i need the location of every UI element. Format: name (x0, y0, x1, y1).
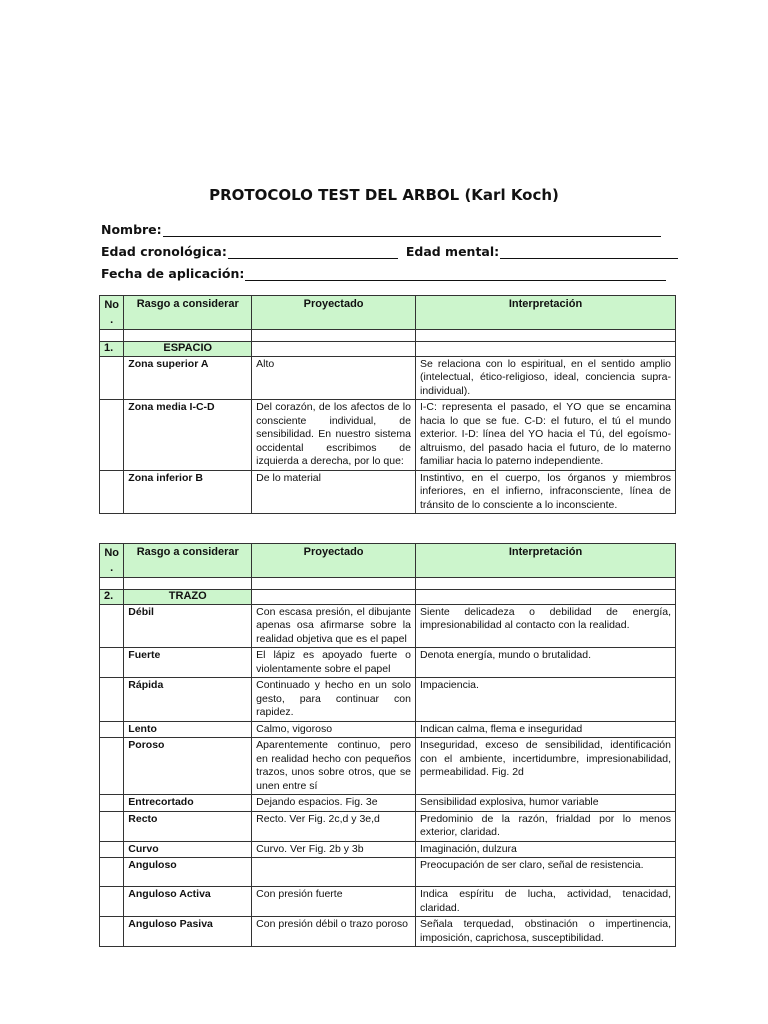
section-number: 1. (100, 342, 124, 357)
interpretacion-cell: Indica espíritu de lucha, actividad, tenacidad, claridad. (415, 887, 675, 917)
rasgo-cell: Débil (124, 604, 252, 648)
interpretacion-cell: Impaciencia. (415, 678, 675, 722)
proyectado-cell: Del corazón, de los afectos de lo consciente individual, de sensibilidad. En nuestro sistema occidental escribimos de izquierda a derecha, por lo que: (252, 400, 416, 471)
header-proyectado: Proyectado (252, 296, 416, 330)
rasgo-cell: Curvo (124, 841, 252, 858)
proyectado-cell: Con escasa presión, el dibujante apenas osa afirmarse sobre la realidad objetiva que es el papel (252, 604, 416, 648)
nombre-line (163, 224, 661, 237)
interpretacion-cell: Predominio de la razón, frialdad por lo menos exterior, claridad. (415, 811, 675, 841)
interpretacion-cell: Preocupación de ser claro, señal de resistencia. (415, 858, 675, 887)
rasgo-cell: Anguloso Pasiva (124, 917, 252, 947)
nombre-label: Nombre: (101, 222, 162, 237)
table-header-row (100, 544, 676, 578)
interpretacion-cell: Indican calma, flema e inseguridad (415, 721, 675, 738)
table-row (100, 721, 676, 738)
interpretacion-cell: Inseguridad, exceso de sensibilidad, identificación con el ambiente, incertidumbre, impresionabilidad, permeabilidad. Fig. 2d (415, 738, 675, 795)
rasgo-cell: Fuerte (124, 648, 252, 678)
proyectado-cell: Con presión fuerte (252, 887, 416, 917)
proyectado-cell: Recto. Ver Fig. 2c,d y 3e,d (252, 811, 416, 841)
section-label: ESPACIO (124, 342, 252, 357)
rasgo-cell: Zona inferior B (124, 470, 252, 514)
header-rasgo: Rasgo a considerar (124, 296, 252, 330)
table-row (100, 795, 676, 812)
table-row (100, 356, 676, 400)
edad-cronologica-line (228, 246, 398, 259)
table-row (100, 738, 676, 795)
proyectado-cell: De lo material (252, 470, 416, 514)
proyectado-cell: Dejando espacios. Fig. 3e (252, 795, 416, 812)
table-row (100, 841, 676, 858)
rasgo-cell: Recto (124, 811, 252, 841)
document-title: PROTOCOLO TEST DEL ARBOL (Karl Koch) (209, 186, 559, 204)
rasgo-cell: Anguloso (124, 858, 252, 887)
table-row (100, 811, 676, 841)
proyectado-cell: Alto (252, 356, 416, 400)
rasgo-cell: Anguloso Activa (124, 887, 252, 917)
fecha-field (101, 266, 666, 281)
rasgo-cell: Lento (124, 721, 252, 738)
rasgo-cell: Zona superior A (124, 356, 252, 400)
table-row (100, 648, 676, 678)
edad-mental-label: Edad mental: (405, 244, 500, 259)
rasgo-cell: Rápida (124, 678, 252, 722)
interpretacion-cell: Siente delicadeza o debilidad de energía, impresionabilidad al contacto con la realidad. (415, 604, 675, 648)
interpretacion-cell: Instintivo, en el cuerpo, los órganos y miembros inferiores, en el infierno, infraconsciente, línea de tránsito de lo consciente a lo inconsciente. (415, 470, 675, 514)
proyectado-cell: Aparentemente continuo, pero en realidad hecho con pequeños trazos, unos sobre otros, que se unen entre sí (252, 738, 416, 795)
rasgo-cell: Entrecortado (124, 795, 252, 812)
header-interpretacion: Interpretación (415, 544, 675, 578)
nombre-field (101, 222, 661, 237)
header-no: No . (100, 544, 124, 578)
interpretacion-cell: Denota energía, mundo o brutalidad. (415, 648, 675, 678)
table-espacio (99, 295, 676, 514)
section-row (100, 342, 676, 357)
fecha-label: Fecha de aplicación: (101, 266, 245, 281)
proyectado-cell: Curvo. Ver Fig. 2b y 3b (252, 841, 416, 858)
header-interpretacion: Interpretación (415, 296, 675, 330)
header-rasgo: Rasgo a considerar (124, 544, 252, 578)
interpretacion-cell: Imaginación, dulzura (415, 841, 675, 858)
table-row (100, 604, 676, 648)
section-number: 2. (100, 590, 124, 605)
table-row (100, 400, 676, 471)
interpretacion-cell: Se relaciona con lo espiritual, en el sentido amplio (intelectual, ético-religioso, ideal, conciencia supra-individual). (415, 356, 675, 400)
table-trazo (99, 543, 676, 947)
section-row (100, 590, 676, 605)
table-header-row (100, 296, 676, 330)
header-no: No . (100, 296, 124, 330)
table-row (100, 917, 676, 947)
proyectado-cell: Continuado y hecho en un solo gesto, para continuar con rapidez. (252, 678, 416, 722)
edad-cronologica-label: Edad cronológica: (101, 244, 227, 259)
section-label: TRAZO (124, 590, 252, 605)
interpretacion-cell: Sensibilidad explosiva, humor variable (415, 795, 675, 812)
edad-mental-line (500, 246, 678, 259)
proyectado-cell (252, 858, 416, 887)
table-row (100, 678, 676, 722)
proyectado-cell: Con presión débil o trazo poroso (252, 917, 416, 947)
interpretacion-cell: Señala terquedad, obstinación o impertinencia, imposición, caprichosa, susceptibilidad. (415, 917, 675, 947)
rasgo-cell: Poroso (124, 738, 252, 795)
blank-row (100, 578, 676, 590)
proyectado-cell: El lápiz es apoyado fuerte o violentamente sobre el papel (252, 648, 416, 678)
rasgo-cell: Zona media I-C-D (124, 400, 252, 471)
table-row (100, 887, 676, 917)
header-proyectado: Proyectado (252, 544, 416, 578)
interpretacion-cell: I-C: representa el pasado, el YO que se encamina hacia lo que se fue. C-D: el futuro, el tú el mundo exterior. I-D: línea del YO hacia el Tú, del egoísmo-altruismo, del pasado hacia el futuro, de lo materno familiar hacia lo paterno independiente. (415, 400, 675, 471)
fecha-line (245, 268, 666, 281)
blank-row (100, 330, 676, 342)
table-row (100, 858, 676, 887)
table-row (100, 470, 676, 514)
edad-field (101, 244, 678, 259)
proyectado-cell: Calmo, vigoroso (252, 721, 416, 738)
